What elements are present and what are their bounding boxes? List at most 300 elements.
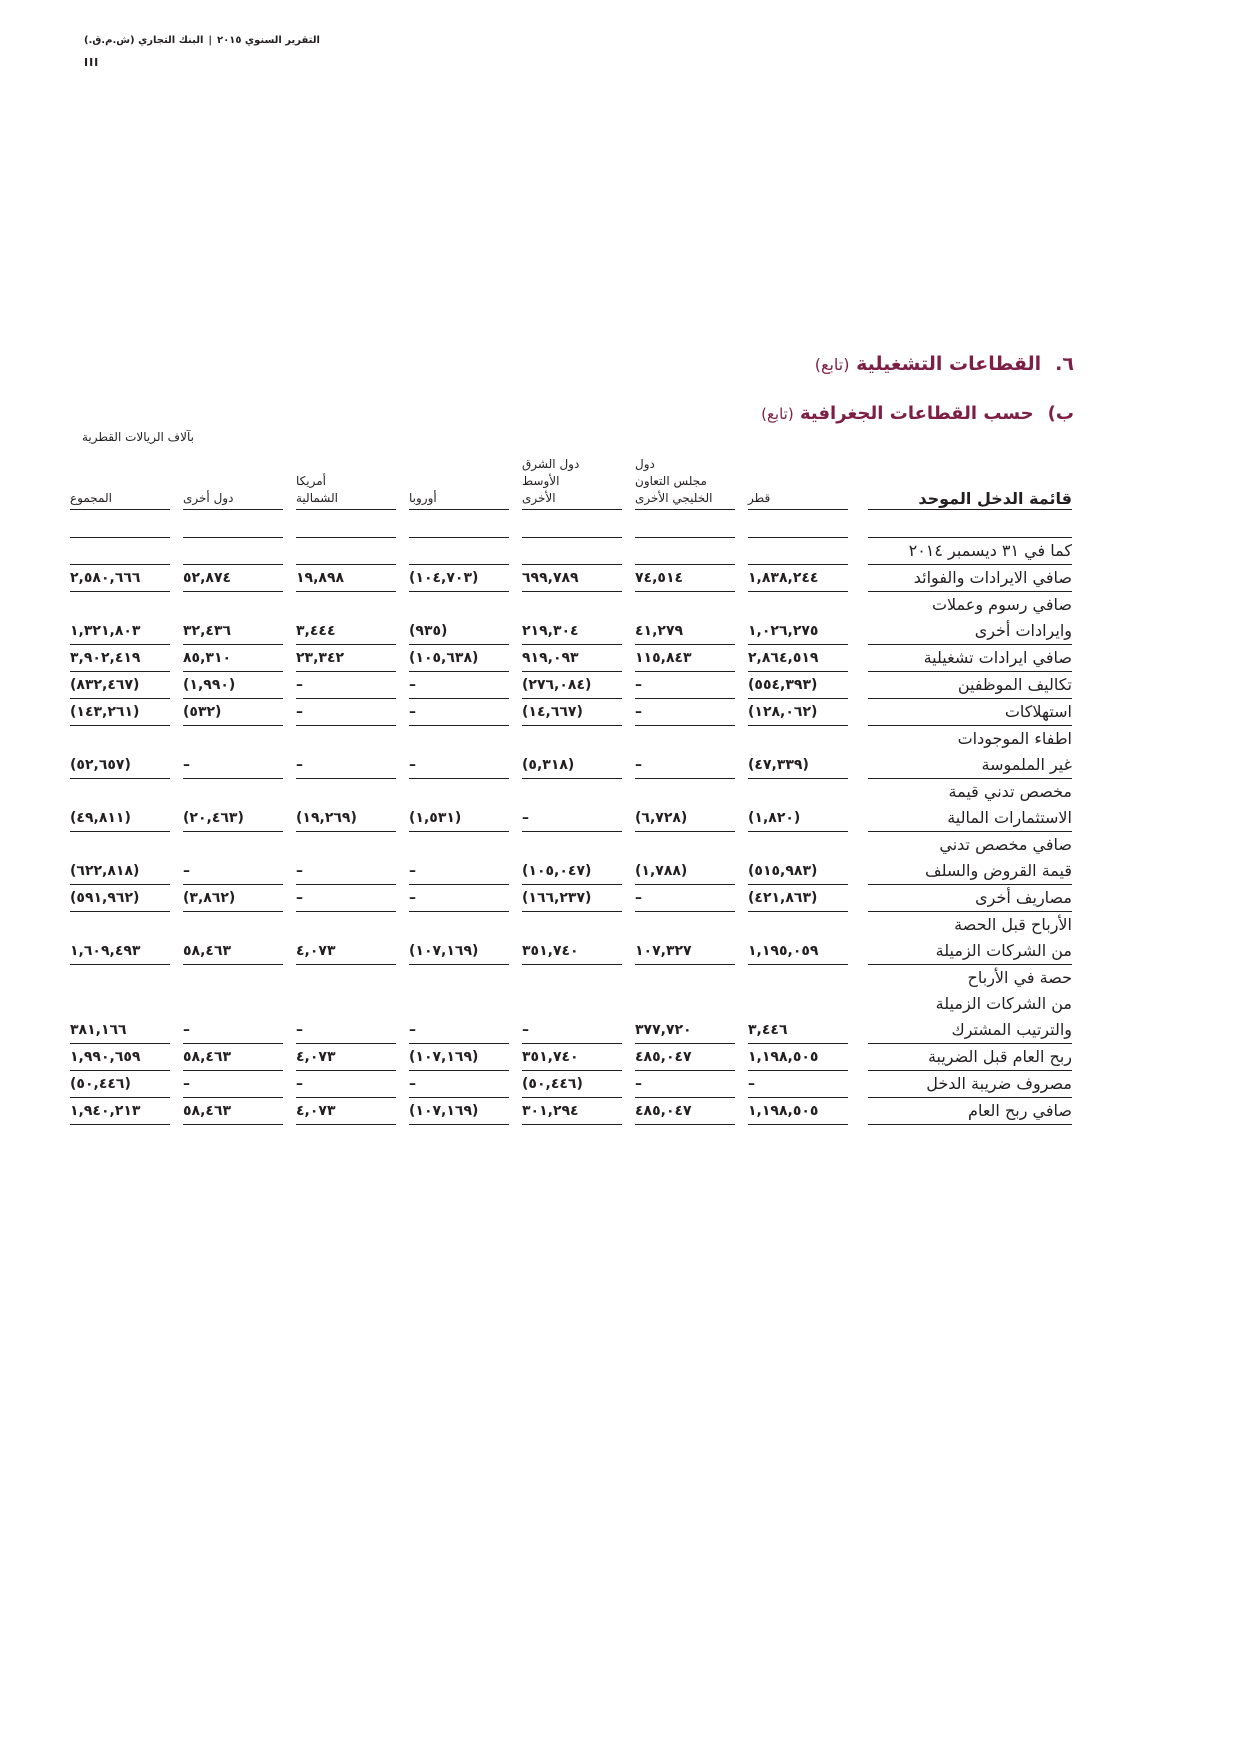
cell-value: ٥٨,٤٦٣	[183, 1049, 232, 1065]
empty-value-cell	[409, 538, 509, 565]
cell-value: ٣٥١,٧٤٠	[522, 1049, 579, 1065]
value-cell	[296, 965, 396, 1044]
cell-value: ١,١٩٨,٥٠٥	[748, 1049, 819, 1065]
report-title: التقرير السنوي ٢٠١٥	[217, 35, 320, 46]
cell-value: (١٩,٢٦٩)	[296, 810, 357, 826]
row-label-line: مخصص تدني قيمة	[948, 782, 1072, 801]
period-row	[82, 538, 1072, 565]
cell-value: (٩٣٥)	[409, 623, 448, 639]
column-header-line: مجلس التعاون	[635, 474, 707, 488]
cell-value: (١٠٧,١٦٩)	[409, 1049, 479, 1065]
cell-value: ١٩,٨٩٨	[296, 570, 345, 586]
row-label	[868, 1071, 1072, 1098]
value-cell	[183, 912, 283, 965]
value-cell	[748, 1071, 848, 1098]
table-row	[70, 912, 1072, 965]
cell-value: (١٠٧,١٦٩)	[409, 943, 479, 959]
value-cell	[522, 779, 622, 832]
cell-value: ٤,٠٧٣	[296, 1049, 336, 1065]
cell-value: (١٠٥,٦٣٨)	[409, 650, 479, 666]
table-row	[70, 885, 1072, 912]
empty-value-cell	[183, 510, 283, 538]
section-number: ٦.	[1055, 353, 1074, 375]
running-header	[84, 35, 320, 46]
cell-value: ١٠٧,٣٢٧	[635, 943, 692, 959]
value-cell	[522, 699, 622, 726]
value-cell	[296, 1044, 396, 1071]
value-cell	[635, 672, 735, 699]
section-suffix: (تابع)	[814, 355, 850, 374]
row-label-line: غير الملموسة	[981, 755, 1072, 774]
cell-value: ٤,٠٧٣	[296, 1103, 336, 1119]
cell-value: ٣,٤٤٦	[748, 1022, 788, 1038]
value-cell	[522, 672, 622, 699]
cell-value: ٧٤,٥١٤	[635, 570, 684, 586]
value-cell	[409, 832, 509, 885]
value-cell	[183, 1044, 283, 1071]
empty-value-cell	[522, 538, 622, 565]
cell-value: –	[409, 704, 416, 720]
cell-value: ٨٥,٣١٠	[183, 650, 232, 666]
value-cell	[635, 1044, 735, 1071]
value-cell	[183, 965, 283, 1044]
row-label	[868, 779, 1072, 832]
column-header	[522, 454, 622, 510]
subsection-title	[761, 403, 1074, 424]
cell-value: (١,٩٩٠)	[183, 677, 236, 693]
row-label-line: استهلاكات	[1004, 702, 1072, 721]
cell-value: ١,٣٢١,٨٠٣	[70, 623, 141, 639]
value-cell	[183, 672, 283, 699]
cell-value: –	[296, 1076, 303, 1092]
value-cell	[635, 885, 735, 912]
cell-value: ١,٩٤٠,٢١٣	[70, 1103, 141, 1119]
table-row	[70, 1098, 1072, 1125]
subsection-letter: ب)	[1047, 403, 1074, 424]
table-row	[70, 965, 1072, 1044]
value-cell	[409, 726, 509, 779]
row-label-line: صافي الايرادات والفوائد	[913, 568, 1072, 587]
value-cell	[522, 912, 622, 965]
row-label	[868, 565, 1072, 592]
column-header	[409, 454, 509, 510]
cell-value: (١٠٥,٠٤٧)	[522, 863, 592, 879]
value-cell	[748, 699, 848, 726]
value-cell	[409, 645, 509, 672]
empty-value-cell	[635, 538, 735, 565]
cell-value: (٥,٣١٨)	[522, 757, 575, 773]
table-row	[70, 565, 1072, 592]
value-cell	[296, 779, 396, 832]
empty-value-cell	[70, 538, 170, 565]
empty-value-cell	[296, 510, 396, 538]
cell-value: (٥٣٢)	[183, 704, 222, 720]
row-label-line: مصاريف أخرى	[975, 888, 1072, 907]
value-cell	[748, 592, 848, 645]
cell-value: (٢٠,٤٦٣)	[183, 810, 244, 826]
value-cell	[183, 645, 283, 672]
value-cell	[183, 832, 283, 885]
cell-value: ٣٧٧,٧٢٠	[635, 1022, 692, 1038]
value-cell	[409, 592, 509, 645]
column-header-line: المجموع	[70, 491, 112, 505]
row-label-line: صافي مخصص تدني	[939, 835, 1072, 854]
table-row	[70, 1044, 1072, 1071]
value-cell	[522, 1044, 622, 1071]
value-cell	[70, 1044, 170, 1071]
bank-name: البنك التجاري (ش.م.ق.)	[84, 35, 204, 46]
column-header	[635, 454, 735, 510]
column-header-line: دول أخرى	[183, 491, 234, 505]
cell-value: ٦٩٩,٧٨٩	[522, 570, 579, 586]
cell-value: ٣٨١,١٦٦	[70, 1022, 127, 1038]
table-row	[70, 672, 1072, 699]
value-cell	[183, 592, 283, 645]
cell-value: –	[409, 677, 416, 693]
cell-value: (١٠٤,٧٠٣)	[409, 570, 479, 586]
cell-value: –	[183, 1076, 190, 1092]
cell-value: –	[635, 890, 642, 906]
value-cell	[70, 1098, 170, 1125]
income-statement-table	[70, 454, 1072, 1125]
cell-value: (٥٠,٤٤٦)	[522, 1076, 583, 1092]
row-label-line: حصة في الأرباح	[967, 968, 1072, 987]
value-cell	[409, 565, 509, 592]
cell-value: (٥٩١,٩٦٢)	[70, 890, 140, 906]
value-cell	[635, 832, 735, 885]
cell-value: –	[409, 863, 416, 879]
column-header-line: قطر	[748, 491, 771, 505]
value-cell	[522, 1071, 622, 1098]
column-header	[70, 454, 170, 510]
table-row	[70, 779, 1072, 832]
units-note: بآلاف الريالات القطرية	[82, 430, 194, 444]
cell-value: (٨٣٢,٤٦٧)	[70, 677, 140, 693]
value-cell	[409, 779, 509, 832]
cell-value: ٥٢,٨٧٤	[183, 570, 232, 586]
value-cell	[296, 645, 396, 672]
cell-value: (٥٢,٦٥٧)	[70, 757, 131, 773]
value-cell	[296, 699, 396, 726]
empty-value-cell	[183, 538, 283, 565]
value-cell	[748, 565, 848, 592]
value-cell	[748, 779, 848, 832]
cell-value: ٥٨,٤٦٣	[183, 1103, 232, 1119]
cell-value: ٢١٩,٣٠٤	[522, 623, 579, 639]
value-cell	[748, 965, 848, 1044]
cell-value: –	[296, 704, 303, 720]
cell-value: (١,٥٣١)	[409, 810, 462, 826]
cell-value: (١٢٨,٠٦٢)	[748, 704, 818, 720]
value-cell	[635, 779, 735, 832]
cell-value: –	[296, 863, 303, 879]
cell-value: ٢,٥٨٠,٦٦٦	[70, 570, 141, 586]
value-cell	[296, 1098, 396, 1125]
row-label-line: الاستثمارات المالية	[947, 808, 1072, 827]
value-cell	[296, 912, 396, 965]
value-cell	[183, 565, 283, 592]
value-cell	[748, 672, 848, 699]
cell-value: ٣,٤٤٤	[296, 623, 336, 639]
value-cell	[296, 726, 396, 779]
column-header-line: أمريكا	[296, 474, 327, 488]
cell-value: ١,٦٠٩,٤٩٣	[70, 943, 141, 959]
table-row	[70, 699, 1072, 726]
cell-value: –	[183, 863, 190, 879]
value-cell	[409, 965, 509, 1044]
row-label-line: صافي ربح العام	[968, 1101, 1072, 1120]
value-cell	[409, 672, 509, 699]
value-cell	[70, 699, 170, 726]
cell-value: ٤٨٥,٠٤٧	[635, 1103, 692, 1119]
cell-value: –	[522, 810, 529, 826]
row-label	[868, 912, 1072, 965]
cell-value: ٤,٠٧٣	[296, 943, 336, 959]
value-cell	[70, 645, 170, 672]
table-row	[70, 1071, 1072, 1098]
value-cell	[409, 1044, 509, 1071]
value-cell	[70, 1071, 170, 1098]
table-row	[70, 592, 1072, 645]
value-cell	[296, 885, 396, 912]
row-label-line: صافي رسوم وعملات	[931, 595, 1072, 614]
cell-value: (١٦٦,٢٣٧)	[522, 890, 592, 906]
value-cell	[409, 885, 509, 912]
cell-value: ١١٥,٨٤٣	[635, 650, 692, 666]
value-cell	[748, 912, 848, 965]
cell-value: –	[296, 1022, 303, 1038]
cell-value: –	[635, 1076, 642, 1092]
cell-value: –	[296, 757, 303, 773]
value-cell	[522, 726, 622, 779]
cell-value: –	[409, 757, 416, 773]
subsection-title-text: حسب القطاعات الجغرافية	[799, 403, 1034, 424]
column-header-line: الأوسط	[522, 474, 560, 488]
empty-value-cell	[635, 510, 735, 538]
table-header-row	[70, 454, 1072, 510]
cell-value: –	[296, 677, 303, 693]
value-cell	[296, 565, 396, 592]
value-cell	[296, 672, 396, 699]
value-cell	[522, 645, 622, 672]
row-label-line: صافي ايرادات تشغيلية	[923, 648, 1072, 667]
value-cell	[183, 1071, 283, 1098]
cell-value: –	[748, 1076, 755, 1092]
row-label-line: والترتيب المشترك	[951, 1020, 1072, 1039]
row-label	[868, 1044, 1072, 1071]
cell-value: ٤٨٥,٠٤٧	[635, 1049, 692, 1065]
cell-value: (٥١٥,٩٨٣)	[748, 863, 818, 879]
cell-value: (١٤,٦٦٧)	[522, 704, 583, 720]
value-cell	[70, 779, 170, 832]
cell-value: (٤٢١,٨٦٣)	[748, 890, 818, 906]
value-cell	[522, 965, 622, 1044]
column-header-line: دول الشرق	[522, 457, 580, 471]
value-cell	[70, 965, 170, 1044]
cell-value: (١٠٧,١٦٩)	[409, 1103, 479, 1119]
cell-value: –	[635, 757, 642, 773]
value-cell	[183, 699, 283, 726]
cell-value: ١,١٩٨,٥٠٥	[748, 1103, 819, 1119]
cell-value: –	[635, 677, 642, 693]
value-cell	[635, 1098, 735, 1125]
cell-value: ١,٨٣٨,٢٤٤	[748, 570, 819, 586]
section-title-text: القطاعات التشغيلية	[856, 353, 1042, 375]
value-cell	[748, 885, 848, 912]
empty-value-cell	[522, 510, 622, 538]
row-label	[868, 965, 1072, 1044]
row-label-line: مصروف ضريبة الدخل	[926, 1074, 1072, 1093]
column-header	[183, 454, 283, 510]
value-cell	[635, 592, 735, 645]
value-cell	[70, 912, 170, 965]
cell-value: (٤٩,٨١١)	[70, 810, 131, 826]
cell-value: –	[409, 1076, 416, 1092]
value-cell	[635, 1071, 735, 1098]
cell-value: (٦,٧٢٨)	[635, 810, 688, 826]
cell-value: (٣,٨٦٢)	[183, 890, 236, 906]
cell-value: –	[635, 704, 642, 720]
period-label: كما في ٣١ ديسمبر ٢٠١٤	[868, 538, 1072, 565]
value-cell	[635, 699, 735, 726]
row-label	[868, 645, 1072, 672]
column-header-line: الخليجي الأخرى	[635, 491, 713, 505]
value-cell	[635, 912, 735, 965]
value-cell	[748, 1044, 848, 1071]
value-cell	[635, 565, 735, 592]
row-label-line: من الشركات الزميلة	[935, 994, 1072, 1013]
value-cell	[183, 779, 283, 832]
cell-value: ٣٢,٤٣٦	[183, 623, 232, 639]
value-cell	[522, 1098, 622, 1125]
row-label-line: ربح العام قبل الضريبة	[927, 1047, 1072, 1066]
value-cell	[635, 726, 735, 779]
value-cell	[522, 885, 622, 912]
column-header	[296, 454, 396, 510]
value-cell	[522, 832, 622, 885]
value-cell	[70, 726, 170, 779]
cell-value: ٣,٩٠٢,٤١٩	[70, 650, 141, 666]
value-cell	[409, 1071, 509, 1098]
row-label-line: الأرباح قبل الحصة	[954, 915, 1072, 934]
cell-value: ٥٨,٤٦٣	[183, 943, 232, 959]
cell-value: (١,٧٨٨)	[635, 863, 688, 879]
cell-value: ٣٥١,٧٤٠	[522, 943, 579, 959]
value-cell	[748, 645, 848, 672]
empty-value-cell	[70, 510, 170, 538]
cell-value: ١,١٩٥,٠٥٩	[748, 943, 819, 959]
value-cell	[70, 885, 170, 912]
empty-row	[82, 510, 1072, 538]
page-number: III	[84, 56, 100, 69]
row-label-line: قيمة القروض والسلف	[925, 861, 1072, 880]
row-label	[868, 726, 1072, 779]
value-cell	[70, 672, 170, 699]
table-row	[70, 645, 1072, 672]
cell-value: –	[183, 1022, 190, 1038]
cell-value: ٤١,٢٧٩	[635, 623, 684, 639]
cell-value: ٩١٩,٠٩٣	[522, 650, 579, 666]
value-cell	[296, 1071, 396, 1098]
cell-value: (٤٧,٣٣٩)	[748, 757, 809, 773]
column-header	[748, 454, 848, 510]
cell-value: ٢٣,٣٤٢	[296, 650, 345, 666]
empty-value-cell	[748, 538, 848, 565]
cell-value: ٢,٨٦٤,٥١٩	[748, 650, 819, 666]
row-label	[868, 832, 1072, 885]
section-title	[815, 353, 1074, 375]
empty-value-cell	[748, 510, 848, 538]
cell-value: (٥٠,٤٤٦)	[70, 1076, 131, 1092]
cell-value: (٦٢٢,٨١٨)	[70, 863, 140, 879]
value-cell	[748, 726, 848, 779]
table-row	[70, 726, 1072, 779]
empty-value-cell	[409, 510, 509, 538]
cell-value: (١,٨٢٠)	[748, 810, 801, 826]
cell-value: (٢٧٦,٠٨٤)	[522, 677, 592, 693]
value-cell	[70, 832, 170, 885]
cell-value: ١,٠٢٦,٢٧٥	[748, 623, 819, 639]
row-label-line: اطفاء الموجودات	[957, 729, 1072, 748]
cell-value: –	[522, 1022, 529, 1038]
label-column-header-text: قائمة الدخل الموحد	[918, 489, 1072, 508]
value-cell	[635, 965, 735, 1044]
value-cell	[296, 592, 396, 645]
row-label	[868, 592, 1072, 645]
subsection-suffix: (تابع)	[761, 405, 794, 423]
cell-value: –	[296, 890, 303, 906]
row-label-line: من الشركات الزميلة	[935, 941, 1072, 960]
value-cell	[183, 885, 283, 912]
value-cell	[748, 832, 848, 885]
value-cell	[635, 645, 735, 672]
table-row	[70, 832, 1072, 885]
row-label	[868, 1098, 1072, 1125]
cell-value: ٣٠١,٢٩٤	[522, 1103, 579, 1119]
value-cell	[70, 565, 170, 592]
cell-value: (١٤٣,٢٦١)	[70, 704, 140, 720]
value-cell	[183, 726, 283, 779]
cell-value: (٥٥٤,٣٩٣)	[748, 677, 818, 693]
value-cell	[296, 832, 396, 885]
cell-value: –	[183, 757, 190, 773]
cell-value: ١,٩٩٠,٦٥٩	[70, 1049, 141, 1065]
row-label-line: تكاليف الموظفين	[957, 675, 1072, 694]
label-column-header	[868, 454, 1072, 510]
value-cell	[409, 699, 509, 726]
column-header-line: الأخرى	[522, 491, 556, 505]
value-cell	[522, 565, 622, 592]
row-label	[868, 699, 1072, 726]
value-cell	[409, 912, 509, 965]
cell-value: –	[409, 1022, 416, 1038]
column-header-line: دول	[635, 457, 655, 471]
value-cell	[183, 1098, 283, 1125]
value-cell	[748, 1098, 848, 1125]
row-label-line: وايرادات أخرى	[974, 621, 1072, 640]
cell-value: –	[409, 890, 416, 906]
column-header-line: الشمالية	[296, 491, 338, 505]
value-cell	[522, 592, 622, 645]
empty-value-cell	[296, 538, 396, 565]
header-separator: |	[208, 35, 213, 46]
value-cell	[70, 592, 170, 645]
row-label	[868, 672, 1072, 699]
empty-label-cell	[868, 510, 1072, 538]
value-cell	[409, 1098, 509, 1125]
column-header-line: أوروبا	[409, 491, 437, 505]
row-label	[868, 885, 1072, 912]
